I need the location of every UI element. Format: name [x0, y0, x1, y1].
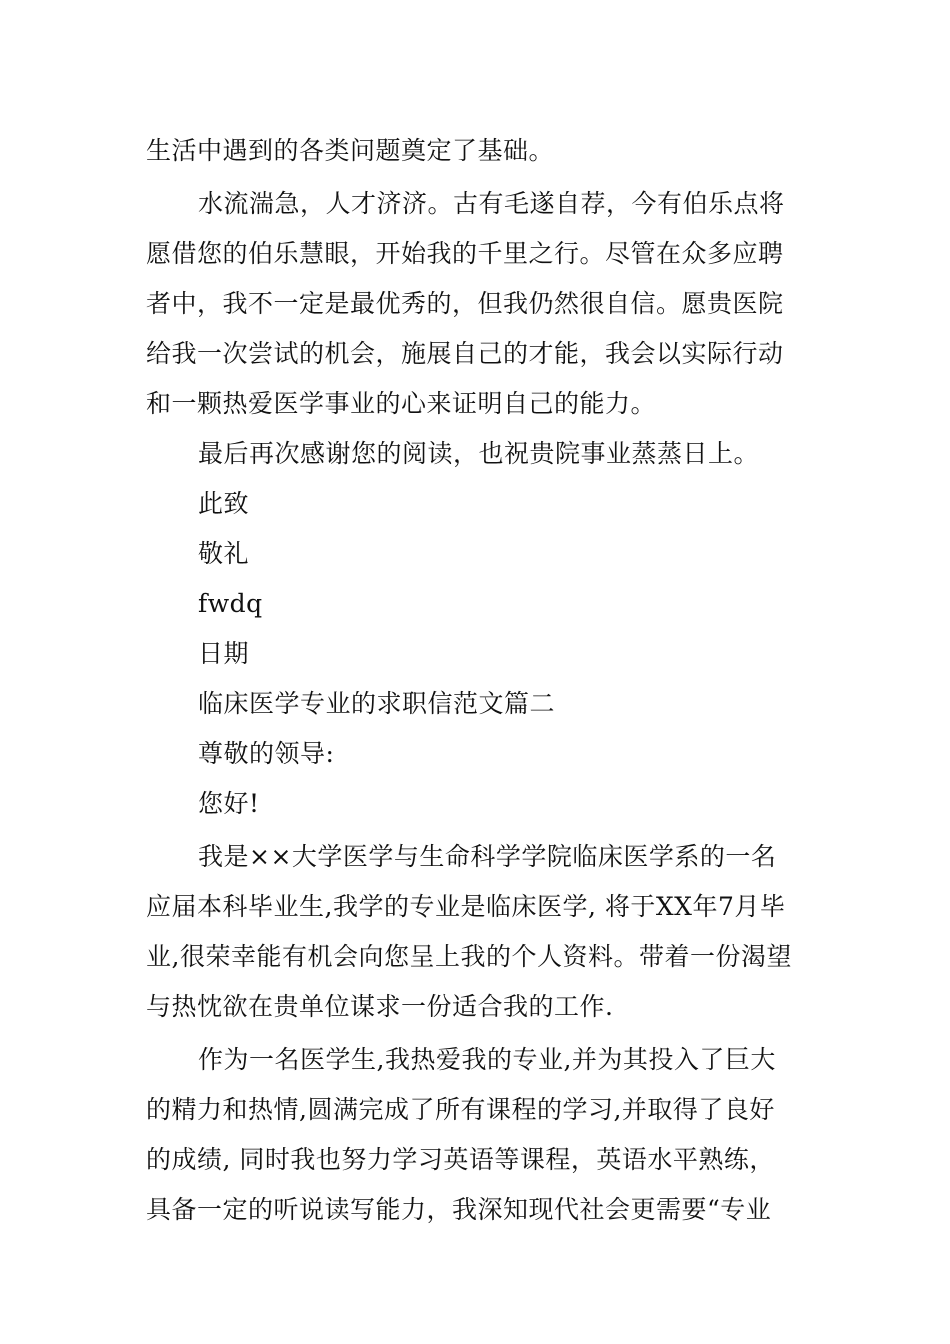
paragraph-line: 的成绩, 同时我也努力学习英语等课程，英语水平熟练， — [146, 1145, 775, 1174]
closing-line: 敬礼 — [198, 539, 250, 568]
paragraph-line: 具备一定的听说读写能力，我深知现代社会更需要“专业 — [146, 1195, 772, 1224]
paragraph-line: 者中，我不一定是最优秀的，但我仍然很自信。愿贵医院 — [146, 289, 784, 318]
paragraph-line: 和一颗热爱医学事业的心来证明自己的能力。 — [146, 389, 657, 418]
paragraph-line: 业,很荣幸能有机会向您呈上我的个人资料。带着一份渴望 — [146, 942, 792, 971]
paragraph-line: 我是××大学医学与生命科学学院临床医学系的一名 — [198, 842, 777, 871]
paragraph-line: 与热忱欲在贵单位谋求一份适合我的工作. — [146, 992, 614, 1021]
paragraph-line: 水流湍急，人才济济。古有毛遂自荐，今有伯乐点将 — [198, 189, 785, 218]
paragraph-line: 最后再次感谢您的阅读，也祝贵院事业蒸蒸日上。 — [198, 439, 760, 468]
paragraph-line: 作为一名医学生,我热爱我的专业,并为其投入了巨大 — [198, 1045, 776, 1074]
paragraph-line: 生活中遇到的各类问题奠定了基础。 — [146, 136, 555, 165]
salutation-line: 尊敬的领导: — [198, 739, 335, 768]
document-body — [146, 126, 806, 1235]
paragraph-line: 愿借您的伯乐慧眼，开始我的千里之行。尽管在众多应聘 — [146, 239, 784, 268]
closing-line: 此致 — [198, 489, 250, 518]
greeting-line: 您好! — [198, 789, 260, 818]
paragraph-line: 给我一次尝试的机会，施展自己的才能，我会以实际行动 — [146, 339, 784, 368]
date-line: 日期 — [198, 639, 250, 668]
signature-line: fwdq — [198, 589, 263, 618]
paragraph-line: 的精力和热情,圆满完成了所有课程的学习,并取得了良好 — [146, 1095, 775, 1124]
section-title: 临床医学专业的求职信范文篇二 — [198, 689, 556, 718]
paragraph-line: 应届本科毕业生,我学的专业是临床医学, 将于XX年7月毕 — [146, 892, 786, 921]
